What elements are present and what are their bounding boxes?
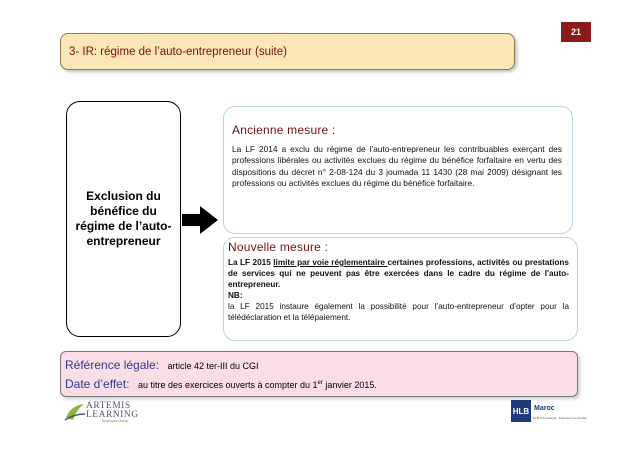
new-measure-p1-start: La LF 2015 [228, 258, 274, 267]
legal-reference-label: Référence légale: [65, 358, 160, 372]
legal-reference-value: article 42 ter-III du CGI [167, 361, 259, 371]
artemis-logo-text [86, 402, 139, 420]
nb-label: NB: [228, 291, 243, 300]
artemis-leaf-icon [64, 402, 86, 422]
effective-date-line [65, 375, 577, 394]
page-number-badge: 21 [561, 22, 591, 42]
new-measure-p1-end: certaines professions, activités ou prestations de services qui ne peuvent pas être exercées dans le cadre du régime de l'auto-entrepreneur. [228, 258, 569, 289]
slide-title-text: 3- IR: régime de l’auto-entrepreneur (suite) [69, 45, 287, 58]
old-measure-heading: Ancienne mesure : [232, 123, 336, 137]
new-measure-box [223, 237, 578, 341]
effective-date-label: Date d’effet: [65, 377, 130, 391]
new-measure-heading: Nouvelle mesure : [228, 240, 329, 254]
artemis-logo-bottom: LEARNING [86, 410, 139, 420]
topic-box [66, 101, 181, 337]
hlb-maroc-logo [511, 400, 587, 426]
topic-text: Exclusion du bénéfice du régime de l’auto-entrepreneur [75, 189, 172, 248]
effective-date-value [138, 380, 377, 390]
slide-title [60, 33, 515, 70]
artemis-learning-logo [64, 400, 154, 424]
hlb-mark: HLB [511, 400, 531, 422]
new-measure-p1-underlined: limite par voie réglementaire [273, 258, 388, 267]
effective-date-start: au titre des exercices ouverts à compter du 1 [137, 380, 318, 390]
right-arrow-icon [182, 206, 218, 234]
effective-date-sup: er [317, 380, 323, 386]
new-measure-text [228, 257, 569, 323]
artemis-logo-top: ARTEMIS [86, 401, 131, 411]
legal-reference-line [65, 356, 577, 375]
reference-box [60, 351, 578, 397]
old-measure-text: La LF 2014 a exclu du régime de l'auto-entrepreneur les contribuables exerçant des professions libérales ou activités exclues du régime du bénéfice forfaitaire en vertu des dispositions du décret n° 2-08-124 du 3 joumada 11 1430 (28 mai 2009) désignant les professions ou activités exclues du régime du bénéfice forfaitaire. [232, 144, 562, 188]
artemis-logo-sub: Employee Group [102, 419, 129, 423]
nb-text: la LF 2015 instaure également la possibilité pour l’auto-entrepreneur d’opter pour la télédéclaration et la télépaiement. [228, 302, 569, 322]
hlb-maroc-text: Maroc [534, 405, 555, 412]
effective-date-end: janvier 2015. [322, 380, 377, 390]
hlb-tagline: HLB International · Expertise Comptable [533, 416, 587, 420]
old-measure-box [223, 106, 573, 234]
